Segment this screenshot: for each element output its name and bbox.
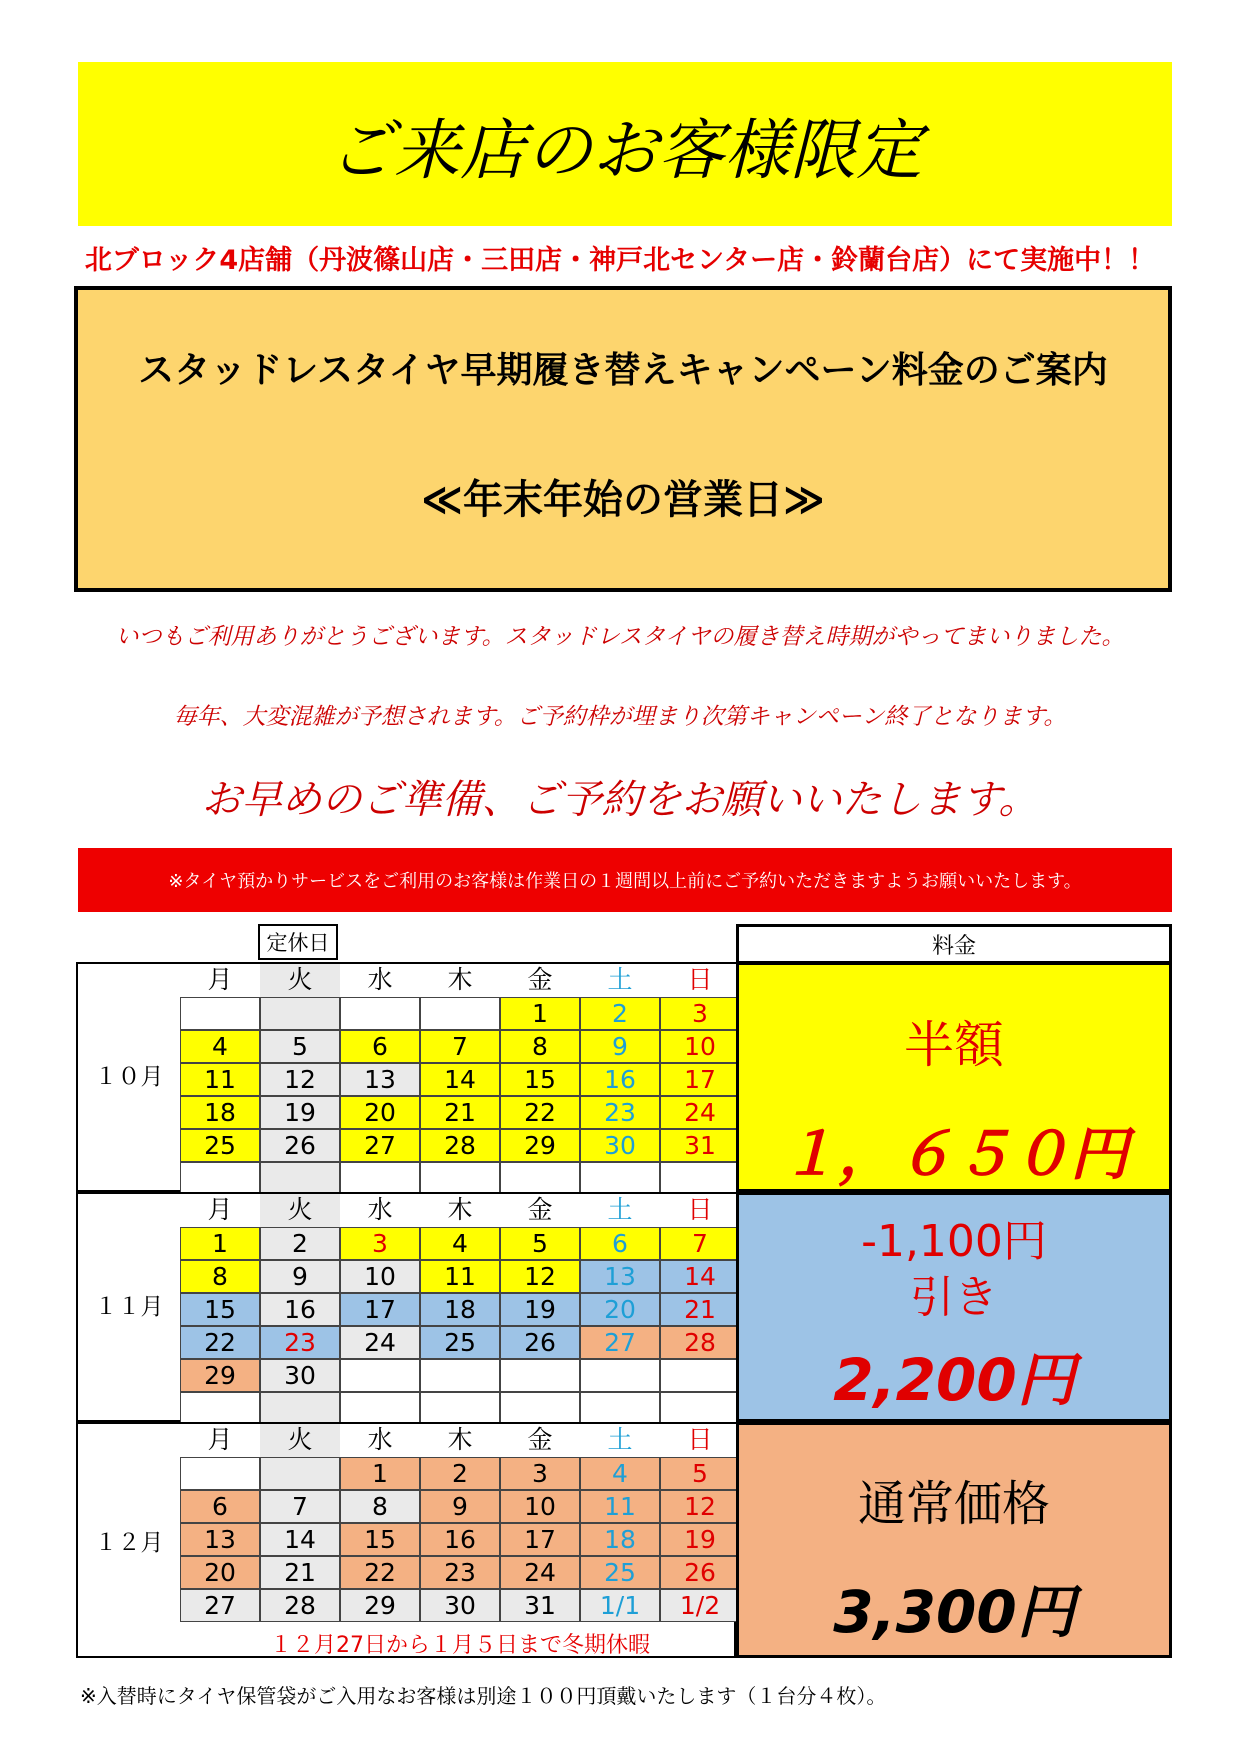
calendar-day: 29 — [180, 1359, 260, 1392]
calendar-day: 7 — [660, 1227, 740, 1260]
notice-text: ※タイヤ預かりサービスをご利用のお客様は作業日の１週間以上前にご予約いただきますようお願いいたします。 — [168, 871, 1082, 892]
calendar-day: 13 — [340, 1063, 420, 1096]
calendar-day: 9 — [260, 1260, 340, 1293]
calendar-day: 28 — [420, 1129, 500, 1162]
calendar-day: 10 — [660, 1030, 740, 1063]
weekday-header: 月 — [180, 1424, 260, 1457]
discount-amount: 2,200円 — [833, 1346, 1075, 1414]
calendar-day: 29 — [340, 1589, 420, 1622]
calendar-day: 18 — [580, 1523, 660, 1556]
calendar-day: 1 — [500, 997, 580, 1030]
calendar-day: 17 — [500, 1523, 580, 1556]
greeting-message: いつもご利用ありがとうございます。スタッドレスタイヤの履き替え時期がやってまいりました。 — [115, 624, 1125, 650]
weekday-header: 土 — [580, 1424, 660, 1457]
winter-holiday-note: １２月27日から１月５日まで冬期休暇 — [270, 1633, 650, 1658]
calendar-day: 1 — [340, 1457, 420, 1490]
calendar-day: 2 — [260, 1227, 340, 1260]
calendar-day — [580, 1392, 660, 1425]
weekday-header: 日 — [660, 1194, 740, 1227]
calendar-day: 25 — [180, 1129, 260, 1162]
calendar-day: 2 — [580, 997, 660, 1030]
normal-price-label: 通常価格 — [857, 1476, 1050, 1532]
calendar-day: 15 — [340, 1523, 420, 1556]
calendar-day: 26 — [260, 1129, 340, 1162]
calendar-day: 18 — [180, 1096, 260, 1129]
calendar-day: 17 — [340, 1293, 420, 1326]
discount-label: -1,100円 — [861, 1216, 1047, 1267]
calendar-day: 16 — [580, 1063, 660, 1096]
calendar-day: 31 — [500, 1589, 580, 1622]
calendar-day: 16 — [420, 1523, 500, 1556]
calendar-day: 11 — [180, 1063, 260, 1096]
price-header: 料金 — [736, 924, 1172, 964]
calendar-day: 20 — [340, 1096, 420, 1129]
calendar-day — [340, 1359, 420, 1392]
calendar-day: 5 — [660, 1457, 740, 1490]
calendar-day: 3 — [340, 1227, 420, 1260]
half-price-amount: １，６５０円 — [779, 1120, 1128, 1188]
price-panel-normal — [736, 1422, 1172, 1658]
calendar-day: 10 — [500, 1490, 580, 1523]
weekday-header: 木 — [420, 1194, 500, 1227]
calendar-day: 8 — [500, 1030, 580, 1063]
calendar-day: 14 — [660, 1260, 740, 1293]
calendar-day: 27 — [340, 1129, 420, 1162]
weekday-header: 木 — [420, 964, 500, 997]
calendar-day: 14 — [420, 1063, 500, 1096]
calendar-day: 19 — [260, 1096, 340, 1129]
calendar-day: 19 — [660, 1523, 740, 1556]
calendar-day — [660, 1359, 740, 1392]
weekday-header: 水 — [340, 964, 420, 997]
calendar-day: 22 — [340, 1556, 420, 1589]
calendar-day — [660, 1392, 740, 1425]
calendar-day: 27 — [180, 1589, 260, 1622]
calendar-day: 11 — [580, 1490, 660, 1523]
calendar-day: 7 — [420, 1030, 500, 1063]
calendar-day — [500, 1359, 580, 1392]
calendar-day: 25 — [580, 1556, 660, 1589]
calendar-day: 21 — [420, 1096, 500, 1129]
calendar-day: 23 — [420, 1556, 500, 1589]
calendar-day: 15 — [500, 1063, 580, 1096]
closed-day-label: 定休日 — [258, 924, 338, 960]
calendar-day: 9 — [420, 1490, 500, 1523]
calendar-day: 17 — [660, 1063, 740, 1096]
weekday-header: 月 — [180, 1194, 260, 1227]
calendar-day: 6 — [340, 1030, 420, 1063]
calendar-day: 23 — [580, 1096, 660, 1129]
calendar-day — [420, 1392, 500, 1425]
footer-note: ※入替時にタイヤ保管袋がご入用なお客様は別途１００円頂戴いたします（１台分４枚）。 — [80, 1684, 887, 1708]
calendar-day: 30 — [580, 1129, 660, 1162]
calendar-day: 25 — [420, 1326, 500, 1359]
calendar-day: 13 — [580, 1260, 660, 1293]
calendar-day: 2 — [420, 1457, 500, 1490]
weekday-header: 金 — [500, 964, 580, 997]
calendar-october — [76, 962, 736, 1192]
calendar-day: 6 — [580, 1227, 660, 1260]
notice-bar — [78, 848, 1172, 912]
calendar-day: 24 — [500, 1556, 580, 1589]
calendar-day: 8 — [340, 1490, 420, 1523]
calendar-day: 28 — [660, 1326, 740, 1359]
calendar-day: 26 — [500, 1326, 580, 1359]
calendar-day: 21 — [660, 1293, 740, 1326]
discount-sub-label: 引き — [910, 1272, 998, 1323]
calendar-day: 7 — [260, 1490, 340, 1523]
calendar-day — [580, 1359, 660, 1392]
weekday-header: 土 — [580, 964, 660, 997]
calendar-november — [76, 1192, 736, 1422]
calendar-day: 28 — [260, 1589, 340, 1622]
weekday-header: 火 — [260, 1424, 340, 1457]
calendar-day — [180, 1457, 260, 1490]
calendar-day: 20 — [580, 1293, 660, 1326]
calendar-day: 9 — [580, 1030, 660, 1063]
weekday-header: 水 — [340, 1194, 420, 1227]
weekday-header: 金 — [500, 1194, 580, 1227]
calendar-day: 3 — [500, 1457, 580, 1490]
weekday-header: 木 — [420, 1424, 500, 1457]
month-label: １０月 — [94, 1064, 164, 1090]
calendar-day — [260, 997, 340, 1030]
calendar-day: 1/1 — [580, 1589, 660, 1622]
calendar-day: 19 — [500, 1293, 580, 1326]
calendar-day — [500, 1162, 580, 1195]
calendar-day — [180, 1392, 260, 1425]
calendar-day — [580, 1162, 660, 1195]
weekday-header: 火 — [260, 964, 340, 997]
calendar-day: 4 — [180, 1030, 260, 1063]
calendar-day: 20 — [180, 1556, 260, 1589]
calendar-day: 31 — [660, 1129, 740, 1162]
calendar-day — [500, 1392, 580, 1425]
calendar-day — [260, 1392, 340, 1425]
calendar-december — [76, 1422, 736, 1658]
campaign-box — [74, 286, 1172, 592]
title-banner — [78, 62, 1172, 226]
calendar-day: 6 — [180, 1490, 260, 1523]
calendar-day — [340, 1392, 420, 1425]
calendar-day — [260, 1162, 340, 1195]
calendar-day: 5 — [500, 1227, 580, 1260]
weekday-header: 金 — [500, 1424, 580, 1457]
calendar-day: 23 — [260, 1326, 340, 1359]
calendar-day: 16 — [260, 1293, 340, 1326]
half-price-label: 半額 — [904, 1016, 1004, 1074]
calendar-day: 10 — [340, 1260, 420, 1293]
calendar-day — [260, 1457, 340, 1490]
weekday-header: 土 — [580, 1194, 660, 1227]
reservation-message: お早めのご準備、ご予約をお願いいたします。 — [201, 777, 1039, 823]
calendar-day — [660, 1162, 740, 1195]
calendar-day: 24 — [660, 1096, 740, 1129]
calendar-day: 22 — [180, 1326, 260, 1359]
price-panel-discount — [736, 1192, 1172, 1422]
calendar-day: 21 — [260, 1556, 340, 1589]
weekday-header: 日 — [660, 1424, 740, 1457]
page-title: ご来店のお客様限定 — [328, 111, 922, 189]
calendar-day — [180, 1162, 260, 1195]
weekday-header: 水 — [340, 1424, 420, 1457]
calendar-day — [180, 997, 260, 1030]
calendar-day — [420, 1162, 500, 1195]
calendar-day — [340, 1162, 420, 1195]
stores-line: 北ブロック4店舗（丹波篠山店・三田店・神戸北センター店・鈴蘭台店）にて実施中！！ — [84, 245, 1156, 276]
calendar-day: 5 — [260, 1030, 340, 1063]
calendar-day — [420, 1359, 500, 1392]
weekday-header: 日 — [660, 964, 740, 997]
calendar-day: 24 — [340, 1326, 420, 1359]
calendar-day: 15 — [180, 1293, 260, 1326]
calendar-day: 12 — [500, 1260, 580, 1293]
calendar-day: 18 — [420, 1293, 500, 1326]
month-label: １１月 — [94, 1294, 164, 1320]
calendar-day: 1/2 — [660, 1589, 740, 1622]
calendar-day: 3 — [660, 997, 740, 1030]
price-panel-half — [736, 962, 1172, 1192]
calendar-day: 29 — [500, 1129, 580, 1162]
calendar-day: 11 — [420, 1260, 500, 1293]
calendar-day: 4 — [420, 1227, 500, 1260]
calendar-day: 8 — [180, 1260, 260, 1293]
calendar-day: 27 — [580, 1326, 660, 1359]
calendar-day: 12 — [260, 1063, 340, 1096]
calendar-day: 1 — [180, 1227, 260, 1260]
weekday-header: 月 — [180, 964, 260, 997]
calendar-day: 13 — [180, 1523, 260, 1556]
weekday-header: 火 — [260, 1194, 340, 1227]
calendar-day: 22 — [500, 1096, 580, 1129]
normal-price-amount: 3,300円 — [833, 1578, 1075, 1646]
congestion-message: 毎年、大変混雑が予想されます。ご予約枠が埋まり次第キャンペーン終了となります。 — [173, 704, 1067, 730]
campaign-title: スタッドレスタイヤ早期履き替えキャンペーン料金のご案内 — [138, 350, 1108, 391]
calendar-day: 26 — [660, 1556, 740, 1589]
calendar-day — [340, 997, 420, 1030]
holiday-title: ≪年末年始の営業日≫ — [421, 477, 825, 523]
calendar-day: 4 — [580, 1457, 660, 1490]
calendar-day — [420, 997, 500, 1030]
calendar-day: 14 — [260, 1523, 340, 1556]
month-label: １２月 — [94, 1530, 164, 1556]
calendar-day: 30 — [420, 1589, 500, 1622]
calendar-day: 12 — [660, 1490, 740, 1523]
calendar-day: 30 — [260, 1359, 340, 1392]
